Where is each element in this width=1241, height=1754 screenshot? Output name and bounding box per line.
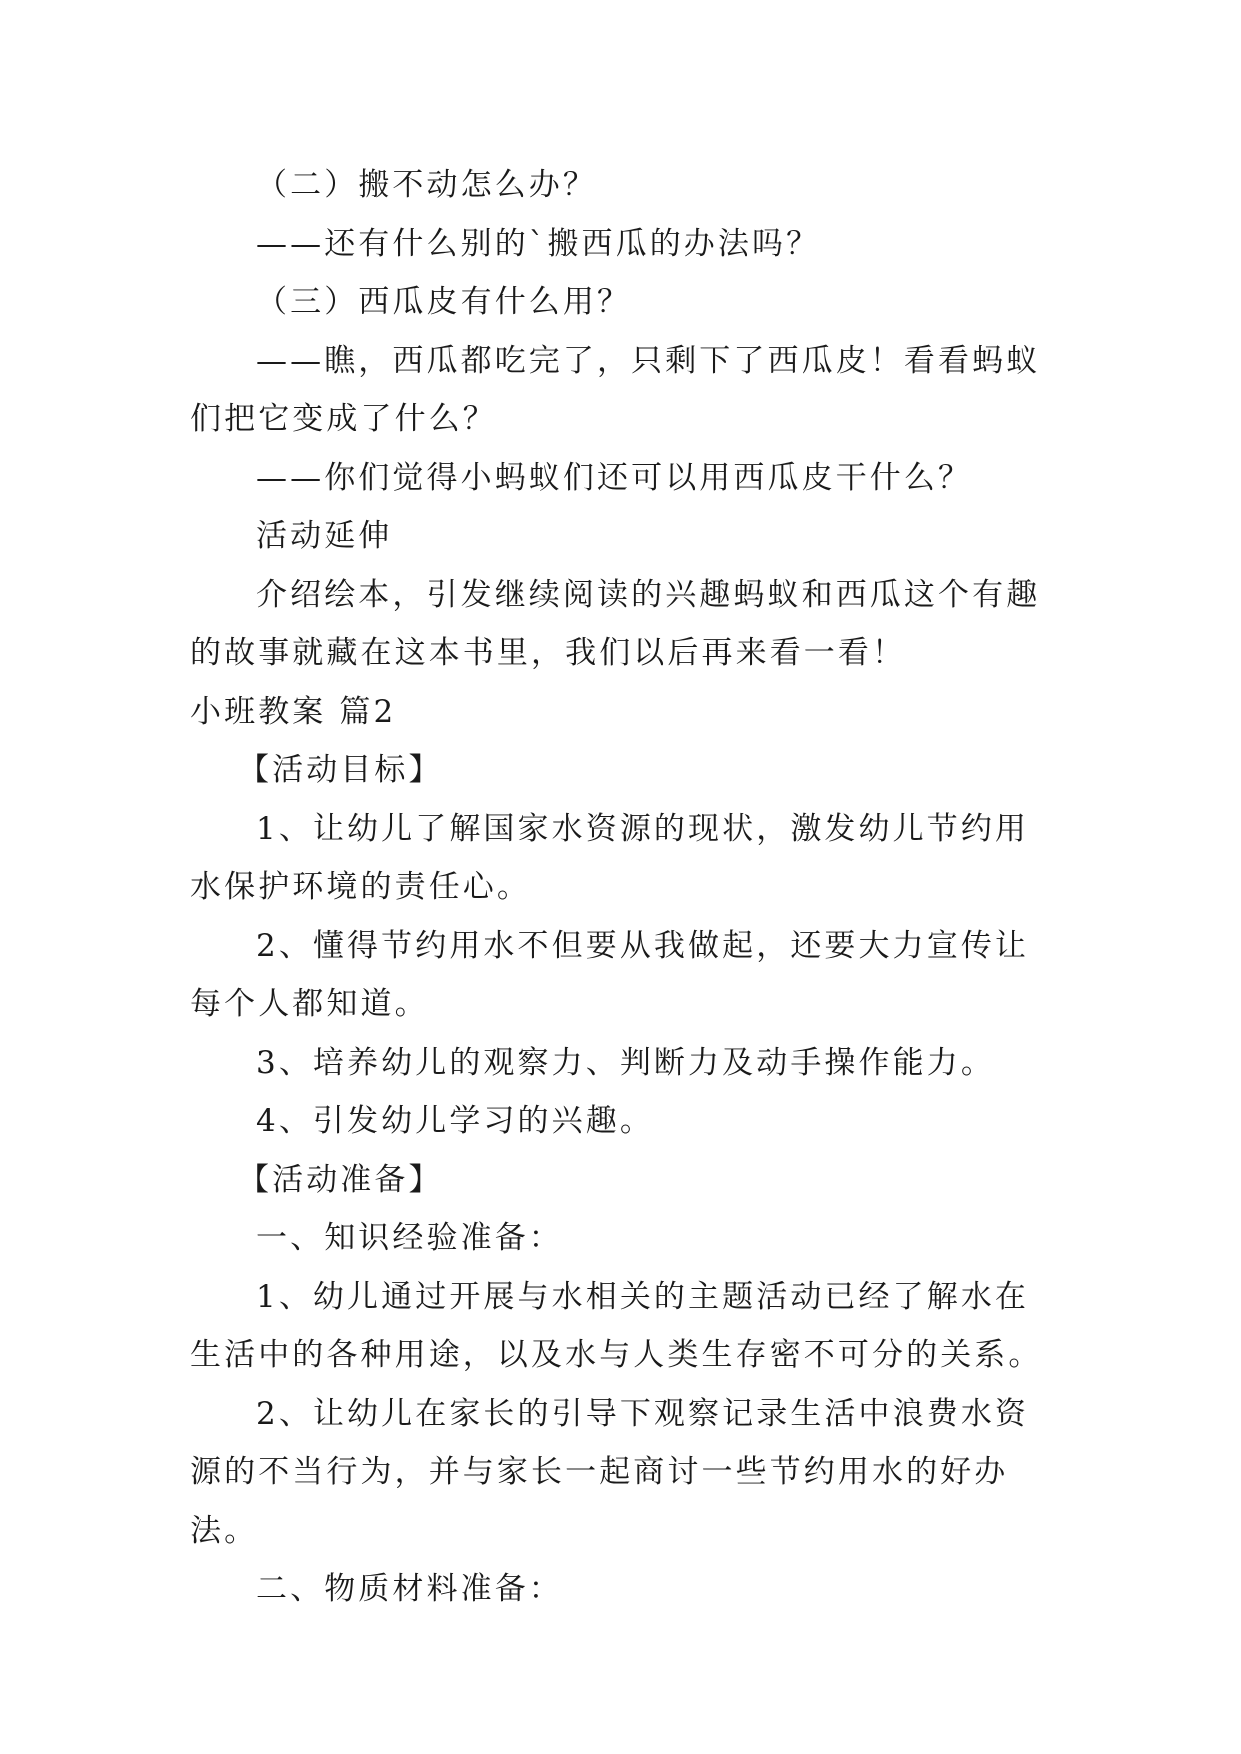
paragraph: ——瞧，西瓜都吃完了，只剩下了西瓜皮！看看蚂蚁们把它变成了什么？ [190, 342, 1041, 437]
list-item: 1、幼儿通过开展与水相关的主题活动已经了解水在生活中的各种用途，以及水与人类生存密不可分的关系。 [190, 1278, 1043, 1373]
document-body [190, 156, 1058, 1619]
subsection-title: 二、物质材料准备： [256, 1571, 563, 1607]
lesson-plan-heading: 小班教案 篇2 [190, 693, 397, 730]
subsection-title: 一、知识经验准备： [256, 1220, 563, 1256]
paragraph: ——还有什么别的`搬西瓜的办法吗？ [256, 225, 821, 262]
paragraph: （三）西瓜皮有什么用？ [256, 284, 632, 320]
list-item: 1、让幼儿了解国家水资源的现状，激发幼儿节约用水保护环境的责任心。 [190, 810, 1030, 905]
list-item: 4、引发幼儿学习的兴趣。 [256, 1103, 654, 1139]
section-title: 【活动目标】 [238, 752, 443, 788]
paragraph: （二）搬不动怎么办？ [256, 167, 597, 203]
list-item: 2、让幼儿在家长的引导下观察记录生活中浪费水资源的不当行为，并与家长一起商讨一些节约用水的好办法。 [190, 1395, 1030, 1549]
list-item: 2、懂得节约用水不但要从我做起，还要大力宣传让每个人都知道。 [190, 927, 1030, 1022]
paragraph: ——你们觉得小蚂蚁们还可以用西瓜皮干什么？ [256, 459, 973, 496]
section-title: 【活动准备】 [238, 1161, 443, 1198]
list-item: 3、培养幼儿的观察力、判断力及动手操作能力。 [256, 1044, 995, 1081]
section-title: 活动延伸 [256, 518, 393, 554]
paragraph: 介绍绘本，引发继续阅读的兴趣蚂蚁和西瓜这个有趣的故事就藏在这本书里，我们以后再来看一看！ [190, 576, 1041, 671]
